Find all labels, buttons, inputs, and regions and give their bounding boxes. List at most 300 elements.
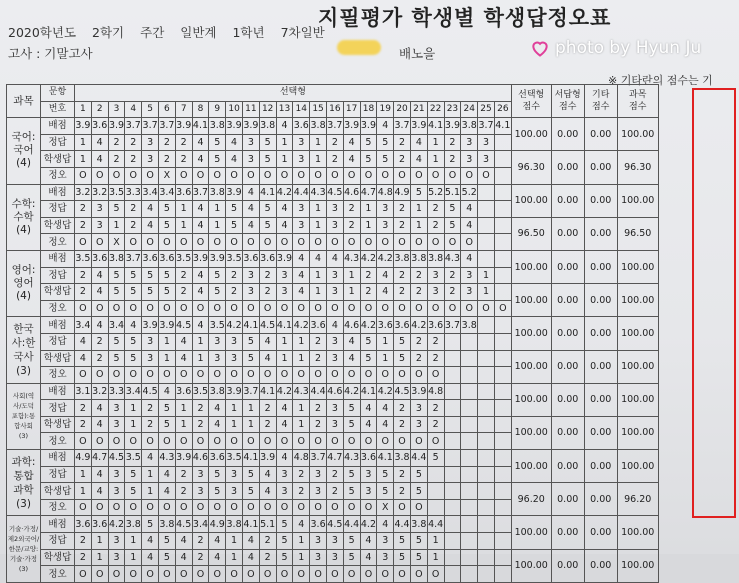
subject-name-line: (4) xyxy=(16,223,31,236)
answer-cell: 2 xyxy=(360,284,377,301)
answer-cell: 1 xyxy=(310,217,327,234)
answer-cell: O xyxy=(394,234,411,251)
column-number: 26 xyxy=(494,101,511,118)
subject-name-line: 사/도덕 xyxy=(12,402,35,411)
answer-cell: O xyxy=(343,499,360,516)
answer-cell: 5 xyxy=(410,483,427,500)
answer-cell: 3 xyxy=(226,350,243,367)
answer-cell: 4.2 xyxy=(276,383,293,400)
answer-cell: O xyxy=(91,433,108,450)
subject-name-line: 사회(역 xyxy=(12,392,35,401)
answer-cell: 4 xyxy=(91,400,108,417)
header-choice-score-line: 선택형 xyxy=(518,90,545,101)
answer-cell xyxy=(494,151,511,168)
answer-cell: 5 xyxy=(226,217,243,234)
answer-cell: O xyxy=(343,167,360,184)
answer-cell: 2 xyxy=(108,134,125,151)
answer-cell: 3 xyxy=(226,333,243,350)
answer-cell: 2 xyxy=(394,151,411,168)
answer-cell: 2 xyxy=(293,466,310,483)
answer-cell: O xyxy=(108,300,125,317)
subject-name-line: 한국 xyxy=(13,323,34,335)
answer-cell: 4.6 xyxy=(192,450,209,467)
answer-cell xyxy=(461,549,478,566)
answer-cell xyxy=(494,433,511,450)
answer-cell: 1 xyxy=(108,217,125,234)
score-cell: 0.00 xyxy=(584,184,617,217)
score-cell: 100.00 xyxy=(617,250,658,283)
answer-cell: 1 xyxy=(343,284,360,301)
answer-cell xyxy=(478,201,495,218)
answer-cell xyxy=(478,566,495,583)
answer-cell: 4 xyxy=(461,250,478,267)
answer-cell: 5 xyxy=(108,201,125,218)
answer-cell: O xyxy=(175,367,192,384)
column-number: 12 xyxy=(259,101,276,118)
answer-cell: 1 xyxy=(75,151,92,168)
answer-cell: 2 xyxy=(394,284,411,301)
answer-cell xyxy=(461,333,478,350)
score-cell: 0.00 xyxy=(584,483,617,516)
answer-cell: 1 xyxy=(125,400,142,417)
answer-cell: 4 xyxy=(242,217,259,234)
answer-cell: 1 xyxy=(75,134,92,151)
answer-cell: 1 xyxy=(209,217,226,234)
answer-cell: 4 xyxy=(91,267,108,284)
answer-cell: O xyxy=(226,167,243,184)
answer-cell: 2 xyxy=(259,416,276,433)
semester-label: 2학기 xyxy=(92,25,125,40)
answer-cell: 4.3 xyxy=(158,450,175,467)
column-number: 10 xyxy=(226,101,243,118)
answer-cell: 3 xyxy=(427,267,444,284)
answer-cell: O xyxy=(192,566,209,583)
answer-cell xyxy=(494,516,511,533)
answer-cell: 3.9 xyxy=(410,118,427,135)
answer-cell: 3 xyxy=(427,284,444,301)
score-cell: 0.00 xyxy=(584,317,617,350)
answer-cell: 2 xyxy=(444,134,461,151)
subject-name-line: 한문/교양: xyxy=(8,545,39,554)
answer-cell: 2 xyxy=(192,400,209,417)
answer-cell xyxy=(427,499,444,516)
answer-cell: 5 xyxy=(343,416,360,433)
row-label: 정오 xyxy=(41,566,75,583)
answer-cell: 4.3 xyxy=(293,383,310,400)
answer-cell: 2 xyxy=(125,201,142,218)
answer-cell: 3.6 xyxy=(394,317,411,334)
answer-cell xyxy=(478,466,495,483)
answer-cell: O xyxy=(226,367,243,384)
answer-cell: O xyxy=(310,433,327,450)
answer-cell: 5 xyxy=(394,350,411,367)
answer-cell: 1 xyxy=(427,549,444,566)
answer-cell: O xyxy=(444,234,461,251)
answer-cell: 3 xyxy=(276,284,293,301)
answer-cell xyxy=(494,134,511,151)
answer-cell: O xyxy=(75,367,92,384)
answer-cell: O xyxy=(410,499,427,516)
score-cell: 100.00 xyxy=(617,450,658,483)
answer-cell xyxy=(494,383,511,400)
answer-cell: 3 xyxy=(310,483,327,500)
subject-name xyxy=(7,317,41,383)
answer-cell: O xyxy=(209,234,226,251)
subject-name-line: 사:한 xyxy=(11,337,36,349)
answer-cell: 4 xyxy=(175,350,192,367)
answer-cell: 3 xyxy=(293,134,310,151)
subject-name xyxy=(7,450,41,516)
header-question: 문항 xyxy=(41,85,75,102)
score-cell: 100.00 xyxy=(617,284,658,317)
row-label: 배점 xyxy=(41,184,75,201)
answer-cell: 3.9 xyxy=(108,118,125,135)
answer-cell: O xyxy=(91,234,108,251)
answer-cell: 5 xyxy=(226,201,243,218)
row-label: 정답 xyxy=(41,333,75,350)
answer-cell: O xyxy=(310,234,327,251)
score-cell: 0.00 xyxy=(584,217,617,250)
answer-cell: 5 xyxy=(410,184,427,201)
answer-cell: 3.8 xyxy=(226,516,243,533)
answer-cell: O xyxy=(108,367,125,384)
answer-cell xyxy=(494,450,511,467)
answer-cell xyxy=(478,433,495,450)
answer-cell: O xyxy=(75,167,92,184)
answer-cell: 4.4 xyxy=(410,450,427,467)
answer-cell: O xyxy=(377,566,394,583)
answer-cell: 4 xyxy=(276,400,293,417)
score-cell: 100.00 xyxy=(511,549,551,582)
answer-cell: O xyxy=(175,433,192,450)
answer-cell: O xyxy=(226,234,243,251)
answer-cell: 1 xyxy=(293,333,310,350)
answer-cell: O xyxy=(209,367,226,384)
score-cell: 100.00 xyxy=(511,317,551,350)
answer-cell: O xyxy=(310,566,327,583)
score-cell: 0.00 xyxy=(551,549,584,582)
answer-cell: 3.9 xyxy=(226,383,243,400)
row-label: 배점 xyxy=(41,383,75,400)
answer-cell: 4 xyxy=(293,516,310,533)
header-etc-score-line: 기타 xyxy=(592,90,610,101)
answer-cell: O xyxy=(427,566,444,583)
answer-cell xyxy=(427,483,444,500)
column-number: 14 xyxy=(293,101,310,118)
answer-cell: 3.6 xyxy=(427,317,444,334)
answer-cell: 3.8 xyxy=(209,383,226,400)
answer-cell xyxy=(494,333,511,350)
score-cell: 0.00 xyxy=(584,118,617,151)
answer-cell: 4 xyxy=(242,201,259,218)
answer-cell: 2 xyxy=(310,350,327,367)
answer-cell: 1 xyxy=(343,267,360,284)
answer-cell: 1 xyxy=(276,350,293,367)
answer-cell: O xyxy=(125,499,142,516)
answer-cell: O xyxy=(125,300,142,317)
answer-cell: 4 xyxy=(142,549,159,566)
score-cell: 100.00 xyxy=(511,450,551,483)
answer-cell xyxy=(494,549,511,566)
answer-cell xyxy=(461,516,478,533)
answer-cell xyxy=(444,350,461,367)
answer-cell: 4 xyxy=(377,118,394,135)
answer-cell: O xyxy=(293,499,310,516)
answer-cell: 5 xyxy=(394,533,411,550)
answer-cell: 3 xyxy=(461,284,478,301)
answer-cell: 1 xyxy=(360,201,377,218)
answer-cell: O xyxy=(360,234,377,251)
answer-cell: 5 xyxy=(158,533,175,550)
exam-meta xyxy=(8,23,337,41)
answer-cell: 1 xyxy=(276,333,293,350)
answer-cell: 2 xyxy=(259,284,276,301)
column-number: 9 xyxy=(209,101,226,118)
answer-cell: 2 xyxy=(444,284,461,301)
answer-cell: O xyxy=(75,433,92,450)
row-label: 학생답 xyxy=(41,416,75,433)
answer-cell: 3.8 xyxy=(125,516,142,533)
answer-cell: 4.2 xyxy=(377,250,394,267)
answer-cell: 3.8 xyxy=(427,250,444,267)
answer-cell: 4 xyxy=(209,533,226,550)
answer-cell: 3.7 xyxy=(444,317,461,334)
answer-cell: 4 xyxy=(91,416,108,433)
subject-name-line: 국사 xyxy=(13,351,34,363)
answer-cell: 2 xyxy=(75,284,92,301)
page-title: 지필평가 학생별 학생답정오표 xyxy=(318,6,612,30)
answer-cell xyxy=(478,317,495,334)
answer-cell: 5.2 xyxy=(461,184,478,201)
answer-cell: 1 xyxy=(175,217,192,234)
answer-cell: 3.9 xyxy=(175,118,192,135)
subject-name-line: 제2외국어/ xyxy=(7,535,40,544)
answer-cell: O xyxy=(461,234,478,251)
header-subject-score-line: 과목 xyxy=(629,90,647,101)
subject-name-line: 기술·가정/ xyxy=(8,525,39,534)
answer-cell: 2 xyxy=(192,533,209,550)
answer-cell: 1 xyxy=(427,134,444,151)
answer-cell xyxy=(444,333,461,350)
answer-cell: 3.6 xyxy=(310,516,327,533)
row-label: 정답 xyxy=(41,400,75,417)
answer-cell xyxy=(444,367,461,384)
answer-cell: 2 xyxy=(310,416,327,433)
answer-cell: 3.6 xyxy=(75,516,92,533)
answer-cell: O xyxy=(360,167,377,184)
answer-cell: 3.6 xyxy=(209,450,226,467)
answer-cell: 4.1 xyxy=(377,450,394,467)
answer-cell: 3.5 xyxy=(125,450,142,467)
answer-cell: 2 xyxy=(444,267,461,284)
answer-cell: 1 xyxy=(377,350,394,367)
watermark xyxy=(530,38,701,58)
answer-cell: O xyxy=(293,300,310,317)
answer-cell xyxy=(478,250,495,267)
answer-cell: 4 xyxy=(360,416,377,433)
answer-cell: 3.8 xyxy=(259,118,276,135)
answer-cell: 3.6 xyxy=(360,450,377,467)
score-cell: 96.20 xyxy=(511,483,551,516)
answer-cell xyxy=(494,566,511,583)
answer-cell: 4.1 xyxy=(259,383,276,400)
answer-cell: O xyxy=(175,167,192,184)
answer-cell: 4 xyxy=(377,516,394,533)
answer-cell: 4.2 xyxy=(293,317,310,334)
answer-cell: 3 xyxy=(192,466,209,483)
answer-cell: 3 xyxy=(108,400,125,417)
answer-cell: 1 xyxy=(209,201,226,218)
answer-cell: 3.9 xyxy=(242,118,259,135)
answer-cell: 4 xyxy=(91,284,108,301)
answer-cell: 4 xyxy=(158,383,175,400)
answer-cell: 3 xyxy=(226,483,243,500)
answer-cell: O xyxy=(276,167,293,184)
answer-cell: 4.8 xyxy=(293,450,310,467)
answer-cell: 4 xyxy=(142,217,159,234)
answer-cell: 3 xyxy=(242,134,259,151)
answer-cell: 1 xyxy=(310,267,327,284)
subject-name xyxy=(7,184,41,250)
answer-cell: 3.4 xyxy=(142,184,159,201)
answer-cell: 4.2 xyxy=(360,250,377,267)
answer-cell: 4 xyxy=(310,250,327,267)
answer-cell: 4 xyxy=(259,350,276,367)
answer-cell: O xyxy=(276,566,293,583)
answer-cell: 5 xyxy=(343,483,360,500)
answer-cell: 2 xyxy=(175,267,192,284)
answer-cell: 5 xyxy=(158,217,175,234)
answer-cell: 3 xyxy=(108,416,125,433)
answer-cell: 3.9 xyxy=(75,118,92,135)
answer-cell: 3 xyxy=(209,350,226,367)
answer-cell: O xyxy=(158,367,175,384)
answer-cell: 5 xyxy=(108,284,125,301)
answer-cell xyxy=(478,533,495,550)
answer-cell: 2 xyxy=(410,267,427,284)
answer-cell xyxy=(444,533,461,550)
answer-cell: 2 xyxy=(394,217,411,234)
header-subject-score xyxy=(617,85,658,118)
answer-cell: 5 xyxy=(343,549,360,566)
subject-name-line: 영어: xyxy=(11,264,36,277)
answer-cell: 1 xyxy=(125,549,142,566)
answer-cell: 5 xyxy=(444,201,461,218)
answer-cell: 4 xyxy=(91,151,108,168)
answer-cell: 3 xyxy=(377,549,394,566)
score-cell: 0.00 xyxy=(584,350,617,383)
answer-cell: O xyxy=(259,234,276,251)
answer-cell: O xyxy=(377,367,394,384)
answer-cell: 3.8 xyxy=(461,317,478,334)
student-name: 배노을 xyxy=(399,46,436,61)
answer-cell: 4 xyxy=(293,250,310,267)
answer-cell: O xyxy=(175,234,192,251)
answer-cell: X xyxy=(158,167,175,184)
score-cell: 100.00 xyxy=(617,416,658,449)
answer-cell: 4 xyxy=(343,134,360,151)
subject-name-line: 영어 xyxy=(13,277,34,290)
answer-cell: 5 xyxy=(444,217,461,234)
answer-cell xyxy=(478,499,495,516)
answer-cell: 3 xyxy=(326,267,343,284)
answer-cell: 4 xyxy=(192,317,209,334)
answer-cell xyxy=(461,499,478,516)
answer-cell: 1 xyxy=(175,201,192,218)
answer-cell: 3.1 xyxy=(75,383,92,400)
score-cell: 0.00 xyxy=(584,416,617,449)
answer-cell: O xyxy=(343,367,360,384)
answer-cell: 2 xyxy=(427,217,444,234)
answer-cell: 5.1 xyxy=(444,184,461,201)
answer-cell: 1 xyxy=(410,201,427,218)
answer-cell: 3 xyxy=(192,483,209,500)
answer-cell: 4 xyxy=(461,201,478,218)
answer-cell: 2 xyxy=(75,416,92,433)
answer-cell: 3.8 xyxy=(310,118,327,135)
score-cell: 100.00 xyxy=(617,118,658,151)
row-label: 학생답 xyxy=(41,350,75,367)
answer-cell: 2 xyxy=(410,333,427,350)
answer-cell: O xyxy=(175,499,192,516)
answer-cell: O xyxy=(293,234,310,251)
score-cell: 0.00 xyxy=(551,383,584,416)
answer-cell: 4 xyxy=(142,201,159,218)
score-cell: 0.00 xyxy=(551,151,584,184)
answer-cell: 3.6 xyxy=(259,250,276,267)
answer-cell xyxy=(478,483,495,500)
answer-cell: 3 xyxy=(377,201,394,218)
answer-cell: 1 xyxy=(226,400,243,417)
answer-cell: O xyxy=(226,300,243,317)
answer-cell: 1 xyxy=(158,333,175,350)
answer-cell: O xyxy=(427,433,444,450)
answer-cell: 4.7 xyxy=(91,450,108,467)
answer-cell: 3.7 xyxy=(326,118,343,135)
answer-cell: O xyxy=(75,566,92,583)
score-cell: 100.00 xyxy=(511,118,551,151)
header-choice-score-line: 점수 xyxy=(522,102,540,113)
answer-cell: O xyxy=(192,234,209,251)
answer-cell: 3.8 xyxy=(158,516,175,533)
answer-cell: 1 xyxy=(293,533,310,550)
answer-cell: 3.6 xyxy=(175,184,192,201)
answer-cell: 3 xyxy=(326,201,343,218)
course-type-label: 주간 xyxy=(140,25,165,40)
column-number: 5 xyxy=(142,101,159,118)
answer-cell: 2 xyxy=(142,416,159,433)
year-label: 2020학년도 xyxy=(8,25,77,40)
answer-cell: 4.5 xyxy=(326,516,343,533)
answer-cell: 2 xyxy=(108,151,125,168)
answer-cell xyxy=(461,483,478,500)
answer-cell: 4.1 xyxy=(360,383,377,400)
score-cell: 0.00 xyxy=(551,284,584,317)
answer-cell: 3 xyxy=(91,217,108,234)
answer-cell: 5 xyxy=(108,267,125,284)
answer-cell: 2 xyxy=(142,400,159,417)
answer-cell: 3 xyxy=(326,533,343,550)
answer-cell: O xyxy=(293,433,310,450)
answer-cell: O xyxy=(75,499,92,516)
row-label: 정답 xyxy=(41,267,75,284)
answer-cell: 3 xyxy=(108,466,125,483)
answer-cell: 3.4 xyxy=(108,317,125,334)
answer-cell: 4 xyxy=(209,549,226,566)
answer-cell: 4.5 xyxy=(259,317,276,334)
answer-cell: O xyxy=(242,300,259,317)
answer-cell: O xyxy=(242,433,259,450)
